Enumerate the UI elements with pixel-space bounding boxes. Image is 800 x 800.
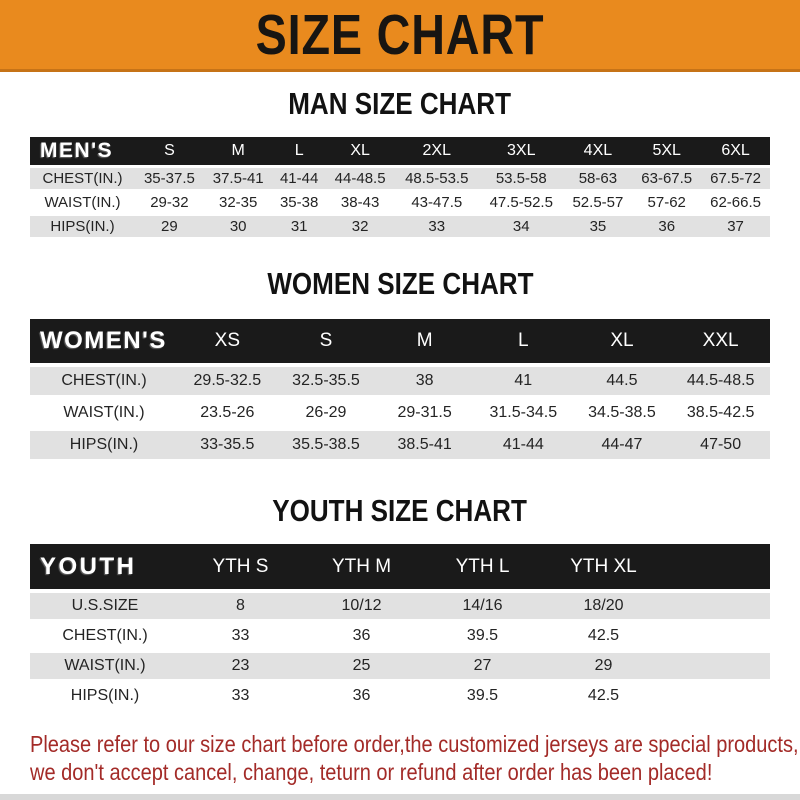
size-cell: 14/16 xyxy=(422,593,543,619)
women-col-header: S xyxy=(277,319,376,363)
size-cell: 36 xyxy=(301,683,422,709)
women-col-header: XXL xyxy=(671,319,770,363)
size-cell: 42.5 xyxy=(543,623,664,649)
size-cell: 27 xyxy=(422,653,543,679)
women-table-title: WOMEN'S xyxy=(30,319,178,363)
row-label: WAIST(IN.) xyxy=(30,653,180,679)
order-policy-line1: Please refer to our size chart before order,the customized jerseys are special products, xyxy=(30,731,799,757)
men-col-header: 3XL xyxy=(479,137,564,165)
men-col-header: 5XL xyxy=(632,137,701,165)
women-col-header: XS xyxy=(178,319,277,363)
men-hips-row xyxy=(30,216,770,237)
women-col-header: M xyxy=(375,319,474,363)
youth-waist-row xyxy=(30,653,770,679)
size-cell: 58-63 xyxy=(564,168,633,189)
size-cell: 47.5-52.5 xyxy=(479,192,564,213)
row-label: CHEST(IN.) xyxy=(30,367,178,395)
size-cell: 47-50 xyxy=(671,431,770,459)
filler-cell xyxy=(664,593,770,619)
size-cell: 52.5-57 xyxy=(564,192,633,213)
size-cell: 39.5 xyxy=(422,623,543,649)
size-cell: 32 xyxy=(326,216,395,237)
size-cell: 26-29 xyxy=(277,399,376,427)
youth-table-title: YOUTH xyxy=(30,544,180,589)
men-col-header: M xyxy=(204,137,273,165)
row-label: CHEST(IN.) xyxy=(30,168,135,189)
row-label: CHEST(IN.) xyxy=(30,623,180,649)
size-cell: 42.5 xyxy=(543,683,664,709)
row-label: U.S.SIZE xyxy=(30,593,180,619)
size-cell: 23 xyxy=(180,653,301,679)
size-cell: 32-35 xyxy=(204,192,273,213)
man-section-heading-text: MAN SIZE CHART xyxy=(288,86,512,121)
size-cell: 29-32 xyxy=(135,192,204,213)
women-col-header: L xyxy=(474,319,573,363)
women-hips-row xyxy=(30,431,770,459)
order-policy-note xyxy=(0,730,800,786)
man-section-heading xyxy=(0,86,800,122)
size-cell: 30 xyxy=(204,216,273,237)
size-cell: 8 xyxy=(180,593,301,619)
men-size-table xyxy=(30,134,770,240)
size-cell: 57-62 xyxy=(632,192,701,213)
filler-cell xyxy=(664,623,770,649)
size-cell: 32.5-35.5 xyxy=(277,367,376,395)
women-col-header: XL xyxy=(573,319,672,363)
size-cell: 48.5-53.5 xyxy=(395,168,480,189)
size-cell: 33-35.5 xyxy=(178,431,277,459)
youth-section-heading xyxy=(0,493,800,529)
women-section-heading-text: WOMEN SIZE CHART xyxy=(266,266,534,301)
size-cell: 35-38 xyxy=(273,192,326,213)
order-policy-line2: we don't accept cancel, change, teturn or refund after order has been placed! xyxy=(30,759,713,785)
size-cell: 44-47 xyxy=(573,431,672,459)
size-cell: 44.5-48.5 xyxy=(671,367,770,395)
size-cell: 37 xyxy=(701,216,770,237)
men-col-header: XL xyxy=(326,137,395,165)
size-cell: 35.5-38.5 xyxy=(277,431,376,459)
size-cell: 63-67.5 xyxy=(632,168,701,189)
size-cell: 33 xyxy=(180,623,301,649)
women-size-table xyxy=(30,315,770,463)
men-col-header: 2XL xyxy=(395,137,480,165)
banner-title: SIZE CHART xyxy=(255,2,545,67)
size-cell: 53.5-58 xyxy=(479,168,564,189)
size-cell: 38 xyxy=(375,367,474,395)
men-header-row xyxy=(30,137,770,165)
size-cell: 36 xyxy=(632,216,701,237)
women-waist-row xyxy=(30,399,770,427)
filler-cell xyxy=(664,653,770,679)
size-cell: 31 xyxy=(273,216,326,237)
size-cell: 38-43 xyxy=(326,192,395,213)
size-cell: 36 xyxy=(301,623,422,649)
size-cell: 38.5-42.5 xyxy=(671,399,770,427)
size-cell: 29.5-32.5 xyxy=(178,367,277,395)
youth-col-header: YTH XL xyxy=(543,544,664,589)
size-cell: 44.5 xyxy=(573,367,672,395)
banner xyxy=(0,0,800,72)
youth-hips-row xyxy=(30,683,770,709)
youth-col-header: YTH L xyxy=(422,544,543,589)
size-cell: 25 xyxy=(301,653,422,679)
men-table-title: MEN'S xyxy=(30,137,135,165)
size-cell: 23.5-26 xyxy=(178,399,277,427)
row-label: HIPS(IN.) xyxy=(30,216,135,237)
youth-header-row xyxy=(30,544,770,589)
youth-size-table xyxy=(30,540,770,713)
size-cell: 62-66.5 xyxy=(701,192,770,213)
youth-header-filler xyxy=(664,544,770,589)
size-cell: 10/12 xyxy=(301,593,422,619)
men-col-header: 6XL xyxy=(701,137,770,165)
size-cell: 33 xyxy=(180,683,301,709)
men-waist-row xyxy=(30,192,770,213)
size-cell: 31.5-34.5 xyxy=(474,399,573,427)
size-cell: 29-31.5 xyxy=(375,399,474,427)
size-cell: 37.5-41 xyxy=(204,168,273,189)
men-col-header: 4XL xyxy=(564,137,633,165)
youth-col-header: YTH S xyxy=(180,544,301,589)
row-label: HIPS(IN.) xyxy=(30,683,180,709)
size-cell: 33 xyxy=(395,216,480,237)
size-cell: 38.5-41 xyxy=(375,431,474,459)
size-cell: 29 xyxy=(135,216,204,237)
size-cell: 44-48.5 xyxy=(326,168,395,189)
size-cell: 34 xyxy=(479,216,564,237)
youth-ussize-row xyxy=(30,593,770,619)
men-col-header: S xyxy=(135,137,204,165)
men-chest-row xyxy=(30,168,770,189)
size-cell: 34.5-38.5 xyxy=(573,399,672,427)
filler-cell xyxy=(664,683,770,709)
women-chest-row xyxy=(30,367,770,395)
youth-section-heading-text: YOUTH SIZE CHART xyxy=(272,493,528,528)
size-cell: 35 xyxy=(564,216,633,237)
size-cell: 18/20 xyxy=(543,593,664,619)
women-section-heading xyxy=(0,266,800,302)
men-col-header: L xyxy=(273,137,326,165)
size-cell: 43-47.5 xyxy=(395,192,480,213)
size-cell: 39.5 xyxy=(422,683,543,709)
youth-col-header: YTH M xyxy=(301,544,422,589)
size-cell: 67.5-72 xyxy=(701,168,770,189)
youth-chest-row xyxy=(30,623,770,649)
bottom-strip xyxy=(0,794,800,800)
row-label: WAIST(IN.) xyxy=(30,399,178,427)
size-cell: 41-44 xyxy=(474,431,573,459)
row-label: HIPS(IN.) xyxy=(30,431,178,459)
size-cell: 41 xyxy=(474,367,573,395)
women-header-row xyxy=(30,319,770,363)
row-label: WAIST(IN.) xyxy=(30,192,135,213)
size-cell: 29 xyxy=(543,653,664,679)
size-cell: 41-44 xyxy=(273,168,326,189)
size-cell: 35-37.5 xyxy=(135,168,204,189)
